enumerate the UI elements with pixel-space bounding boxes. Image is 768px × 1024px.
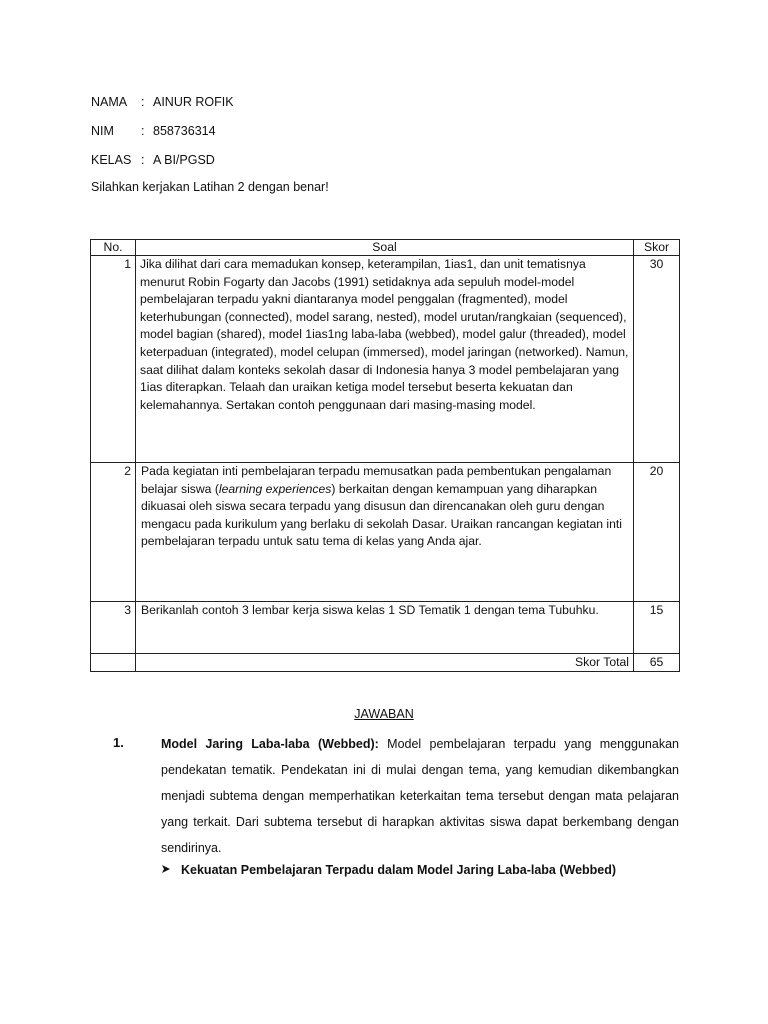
total-empty-cell — [91, 654, 136, 672]
sub-heading-text: Kekuatan Pembelajaran Terpadu dalam Model Jaring Laba-laba (Webbed) — [181, 863, 617, 877]
header-soal: Soal — [136, 240, 634, 256]
row-score: 30 — [634, 256, 680, 463]
nim-value: 858736314 — [153, 124, 216, 138]
nama-colon: : — [141, 95, 145, 109]
arrowhead-bullet-icon — [161, 863, 181, 877]
soal-table — [90, 239, 680, 672]
answer-paragraph — [161, 731, 679, 861]
instruction-text: Silahkan kerjakan Latihan 2 dengan benar! — [91, 180, 329, 194]
kelas-row — [91, 153, 215, 167]
table-row — [91, 256, 680, 463]
question-italic-term: learning experiences — [218, 481, 332, 496]
nama-value: AINUR ROFIK — [153, 95, 234, 109]
row-score: 15 — [634, 602, 680, 654]
table-header-row — [91, 240, 680, 256]
nim-colon: : — [141, 124, 145, 138]
question-text-part: Pada kegiatan inti pembelajaran terpadu memusatkan pada pembentukan pengalaman belajar siswa ( — [141, 464, 612, 496]
total-row — [91, 654, 680, 672]
table-row — [91, 463, 680, 602]
question-text: Berikanlah contoh 3 lembar kerja siswa kelas 1 SD Tematik 1 dengan tema Tubuhku. — [136, 602, 634, 654]
answer-model-title: Model Jaring Laba-laba (Webbed): — [161, 737, 379, 751]
sub-heading — [161, 863, 616, 877]
row-number: 1 — [91, 256, 136, 463]
answer-model-text: Model pembelajaran terpadu yang menggunakan pendekatan tematik. Pendekatan ini di mulai dengan tema, yang kemudian dikembangkan menjadi subtema dengan memperhatikan keterkaitan tema tersebut dengan mata pelajaran yang terkait. Dari subtema tersebut di harapkan aktivitas siswa dapat berkembang dengan sendirinya. — [161, 737, 679, 855]
kelas-label: KELAS — [91, 153, 132, 167]
row-number: 2 — [91, 463, 136, 602]
row-number: 3 — [91, 602, 136, 654]
jawaban-heading: JAWABAN — [354, 707, 414, 721]
question-text-part: ) berkaitan dengan kemampuan yang diharapkan dikuasai oleh siswa secara terpadu yang disusun dan direncanakan oleh guru dengan mengacu pada kurikulum yang berlaku di sekolah Dasar. Uraikan rancangan kegiatan inti pembelajaran terpadu untuk satu tema di kelas yang Anda ajar. — [141, 481, 623, 549]
table-row — [91, 602, 680, 654]
total-value: 65 — [634, 654, 680, 672]
nim-row — [91, 124, 216, 138]
nim-label: NIM — [91, 124, 114, 138]
total-label: Skor Total — [136, 654, 634, 672]
header-skor: Skor — [634, 240, 680, 256]
kelas-colon: : — [141, 153, 145, 167]
nama-row — [91, 95, 234, 109]
row-score: 20 — [634, 463, 680, 602]
question-text: Jika dilihat dari cara memadukan konsep, keterampilan, 1ias1, dan unit tematisnya menurut Robin Fogarty dan Jacobs (1991) setidaknya ada sepuluh model-model pembelajaran terpadu yakni diantaranya model penggalan (fragmented), model keterhubungan (connected), model sarang, nested), model urutan/rangkaian (sequenced), model bagian (shared), model 1ias1ng laba-laba (webbed), model galur (threaded), model keterpaduan (integrated), model celupan (immersed), model jaringan (networked). Namun, saat dilihat dalam konteks sekolah dasar di Indonesia hanya 3 model pembelajaran yang 1ias diterapkan. Telaah dan uraikan ketiga model tersebut beserta kekuatan dan kelemahannya. Sertakan contoh penggunaan dari masing-masing model. — [136, 256, 634, 463]
answer-number: 1. — [113, 735, 124, 750]
header-no: No. — [91, 240, 136, 256]
nama-label: NAMA — [91, 95, 128, 109]
kelas-value: A BI/PGSD — [153, 153, 215, 167]
question-text — [136, 463, 634, 602]
